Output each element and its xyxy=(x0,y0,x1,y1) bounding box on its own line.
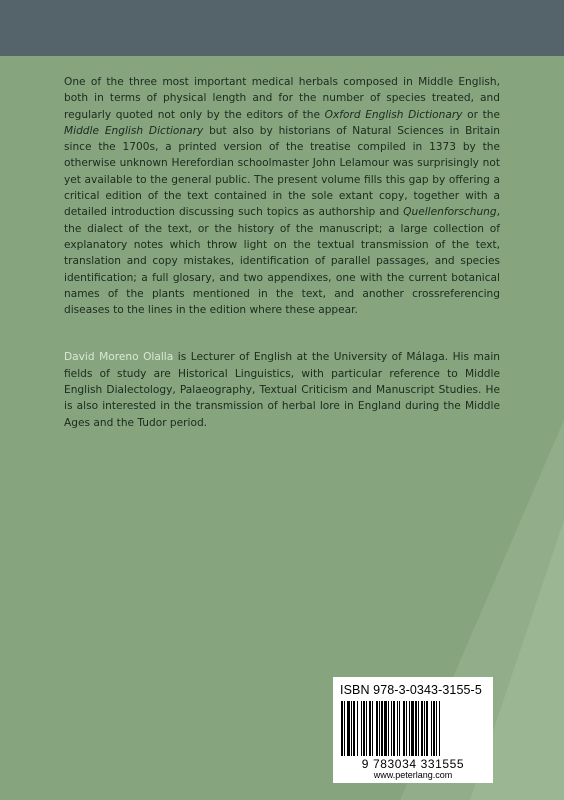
back-cover-text xyxy=(64,74,500,431)
author-bio xyxy=(64,349,500,430)
barcode-digits: 9 783034 331555 xyxy=(361,757,465,771)
publisher-website: www.peterlang.com xyxy=(373,770,453,780)
isbn-label: ISBN 978-3-0343-3155-5 xyxy=(340,683,482,697)
description-italic: Oxford English Dictionary xyxy=(324,108,463,121)
barcode-icon xyxy=(339,701,487,756)
bio-text: is Lecturer of English at the University of Málaga. His main fields of study are Historical Linguistics, with particular reference to Middle English Dialectology, Palaeography, Textual Criticism and Manuscript Studies. He is also interested in the transmission of herbal lore in England during the Middle Ages and the Tudor period. xyxy=(64,351,500,429)
description-text: , the dialect of the text, or the history of the manuscript; a large collection of explanatory notes which throw light on the textual transmission of the text, translation and copy mistakes, identification of parallel passages, and species identification; a full glosary, and two appendixes, one with the current botanical names of the plants mentioned in the text, and another crossreferencing diseases to the lines in the edition where these appear. xyxy=(64,206,500,317)
book-description xyxy=(64,74,500,318)
description-text: One of the three most important medical herbals composed in Middle English, both in terms of physical length and for the number of species treated, and regularly quoted not only by the editors of the xyxy=(64,76,500,121)
description-italic: Middle English Dictionary xyxy=(64,124,204,137)
description-text: or the xyxy=(462,108,500,121)
description-text: but also by historians of Natural Sciences in Britain since the 1700s, a printed version of the treatise compiled in 1373 by the otherwise unknown Herefordian schoolmaster John Lelamour was surprisingly not yet available to the general public. The present volume fills this gap by offering a critical edition of the text contained in the sole extant copy, together with a detailed introduction discussing such topics as authorship and xyxy=(64,124,500,219)
description-italic: Quellenforschung xyxy=(403,206,497,219)
barcode-panel xyxy=(333,677,493,783)
author-name: David Moreno Olalla xyxy=(64,351,174,364)
